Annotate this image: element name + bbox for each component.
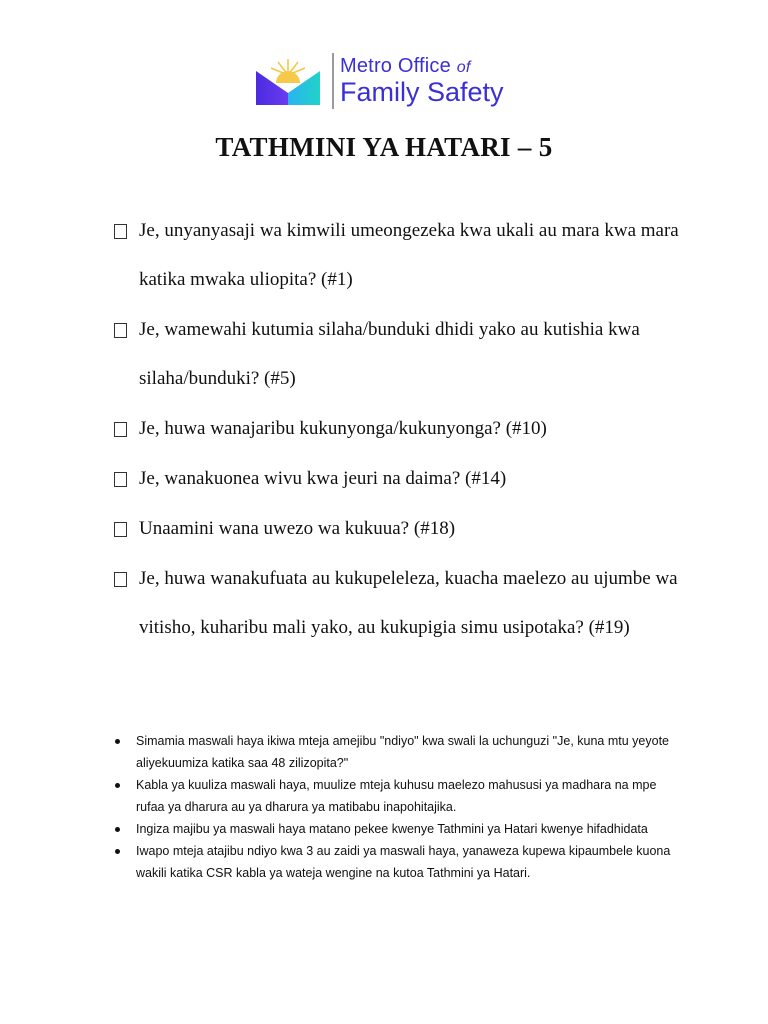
logo-line1: Metro Office — [340, 55, 451, 77]
question-text: Je, unyanyasaji wa kimwili umeongezeka kwa ukali au mara kwa mara katika mwaka uliopita? (#1) — [139, 220, 679, 290]
question-item — [112, 454, 692, 503]
question-text: Je, huwa wanakufuata au kukupeleleza, kuacha maelezo au ujumbe wa vitisho, kuharibu mali yako, au kukupigia simu usipotaka? (#19) — [139, 568, 678, 638]
question-text: Unaamini wana uwezo wa kukuua? (#18) — [139, 518, 456, 539]
checkbox-icon[interactable] — [114, 572, 127, 587]
page-title: TATHMINI YA HATARI – 5 — [215, 132, 553, 162]
note-text: Simamia maswali haya ikiwa mteja amejibu "ndiyo" kwa swali la uchunguzi "Je, kuna mtu yeyote aliyekuumiza katika saa 48 zilizopita?" — [136, 734, 669, 770]
bullet-icon — [115, 739, 120, 744]
instruction-notes — [112, 730, 682, 884]
bullet-icon — [115, 849, 120, 854]
logo-text — [340, 56, 504, 106]
question-text: Je, huwa wanajaribu kukunyonga/kukunyonga? (#10) — [139, 418, 547, 439]
question-item — [112, 206, 692, 304]
question-text: Je, wamewahi kutumia silaha/bunduki dhidi yako au kutishia kwa silaha/bunduki? (#5) — [139, 319, 640, 389]
note-text: Ingiza majibu ya maswali haya matano pekee kwenye Tathmini ya Hatari kwenye hifadhidata — [136, 822, 648, 836]
question-list — [112, 206, 692, 653]
checkbox-icon[interactable] — [114, 224, 127, 239]
checkbox-icon[interactable] — [114, 522, 127, 537]
note-item — [112, 840, 682, 884]
question-item — [112, 554, 692, 652]
bullet-icon — [115, 783, 120, 788]
note-item — [112, 774, 682, 818]
question-item — [112, 404, 692, 453]
checkbox-icon[interactable] — [114, 422, 127, 437]
question-item — [112, 305, 692, 403]
note-item — [112, 730, 682, 774]
checkbox-icon[interactable] — [114, 323, 127, 338]
logo-divider — [332, 53, 334, 109]
logo-line2: Family Safety — [340, 77, 504, 107]
note-item — [112, 818, 682, 840]
note-text: Iwapo mteja atajibu ndiyo kwa 3 au zaidi ya maswali haya, yanaweza kupewa kipaumbele kuona wakili katika CSR kabla ya wateja wengine na kutoa Tathmini ya Hatari. — [136, 844, 671, 880]
question-text: Je, wanakuonea wivu kwa jeuri na daima? (#14) — [139, 468, 507, 489]
note-text: Kabla ya kuuliza maswali haya, muulize mteja kuhusu maelezo mahususi ya madhara na mpe rufaa ya dharura au ya dharura ya matibabu inapohitajika. — [136, 778, 657, 814]
logo-line1-of: of — [456, 59, 471, 76]
logo — [254, 52, 504, 110]
checkbox-icon[interactable] — [114, 472, 127, 487]
question-item — [112, 504, 692, 553]
bullet-icon — [115, 827, 120, 832]
sunrise-envelope-logo-icon — [254, 53, 322, 109]
